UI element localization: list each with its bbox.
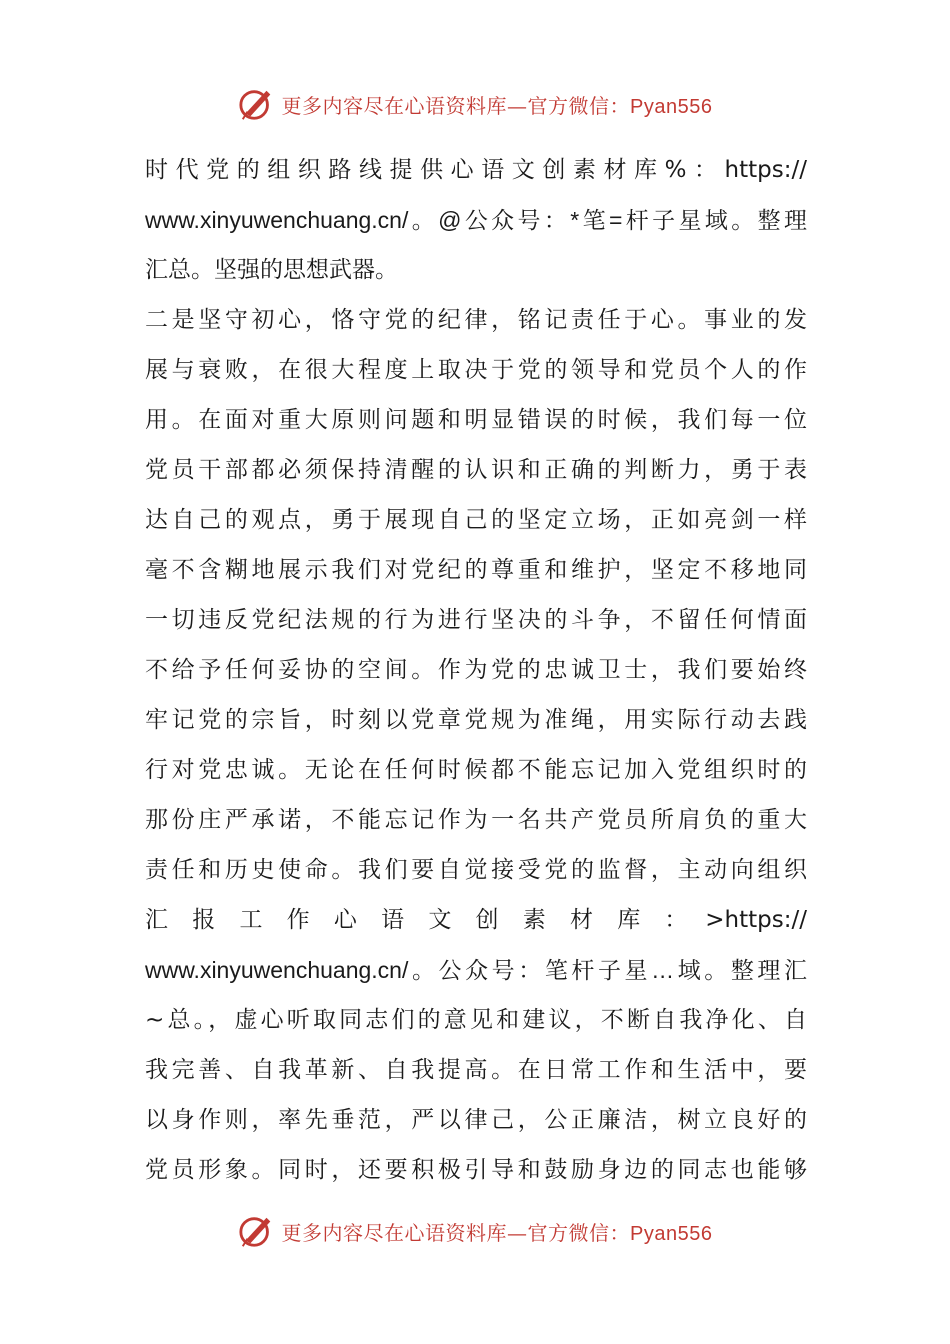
text-line: 我完善、自我革新、自我提高。在日常工作和生活中，要 — [145, 1057, 807, 1083]
text-line: 党员干部都必须保持清醒的认识和正确的判断力，勇于表 — [145, 457, 807, 483]
text-line: www.xinyuwenchuang.cn/。@公众号：*笔=杆子星域。整理 — [145, 207, 807, 233]
text-line: 行对党忠诚。无论在任何时候都不能忘记加入党组织时的 — [145, 757, 807, 783]
text-line: 毫不含糊地展示我们对党纪的尊重和维护，坚定不移地同 — [145, 557, 807, 583]
quill-logo-icon — [238, 1212, 276, 1250]
text-line: 用。在面对重大原则问题和明显错误的时候，我们每一位 — [145, 407, 807, 433]
text-line: 汇总。坚强的思想武器。 — [145, 257, 398, 283]
body-text — [145, 145, 807, 1195]
banner-handle: Pyan556 — [630, 95, 713, 118]
header-watermark-banner — [0, 82, 950, 126]
text-line: 那份庄严承诺，不能忘记作为一名共产党员所肩负的重大 — [145, 807, 807, 833]
text-line: 党员形象。同时，还要积极引导和鼓励身边的同志也能够 — [145, 1157, 807, 1183]
quill-logo-icon — [238, 85, 276, 123]
text-line: 责任和历史使命。我们要自觉接受党的监督，主动向组织 — [145, 857, 807, 883]
text-line: www.xinyuwenchuang.cn/。公众号：笔杆子星…域。整理汇 — [145, 957, 807, 983]
footer-watermark-banner — [0, 1209, 950, 1253]
text-line: ~总。，虚心听取同志们的意见和建议，不断自我净化、自 — [145, 1007, 807, 1033]
text-line: 时代党的组织路线提供心语文创素材库%：https:// — [145, 157, 807, 183]
text-line: 牢记党的宗旨，时刻以党章党规为准绳，用实际行动去践 — [145, 707, 807, 733]
header-banner-text — [282, 90, 713, 119]
text-line: 展与衰败，在很大程度上取决于党的领导和党员个人的作 — [145, 357, 807, 383]
footer-banner-text — [282, 1217, 713, 1246]
banner-message: 更多内容尽在心语资料库—官方微信： — [281, 1220, 631, 1245]
text-line: 二是坚守初心，恪守党的纪律，铭记责任于心。事业的发 — [145, 307, 807, 333]
text-line: 汇 报 工 作 心 语 文 创 素 材 库 ： >https:// — [145, 907, 807, 933]
text-line: 以身作则，率先垂范，严以律己，公正廉洁，树立良好的 — [145, 1107, 807, 1133]
banner-handle: Pyan556 — [630, 1222, 713, 1245]
text-line: 不给予任何妥协的空间。作为党的忠诚卫士，我们要始终 — [145, 657, 807, 683]
text-line: 达自己的观点，勇于展现自己的坚定立场，正如亮剑一样 — [145, 507, 807, 533]
text-line: 一切违反党纪法规的行为进行坚决的斗争，不留任何情面 — [145, 607, 807, 633]
banner-message: 更多内容尽在心语资料库—官方微信： — [281, 93, 631, 118]
